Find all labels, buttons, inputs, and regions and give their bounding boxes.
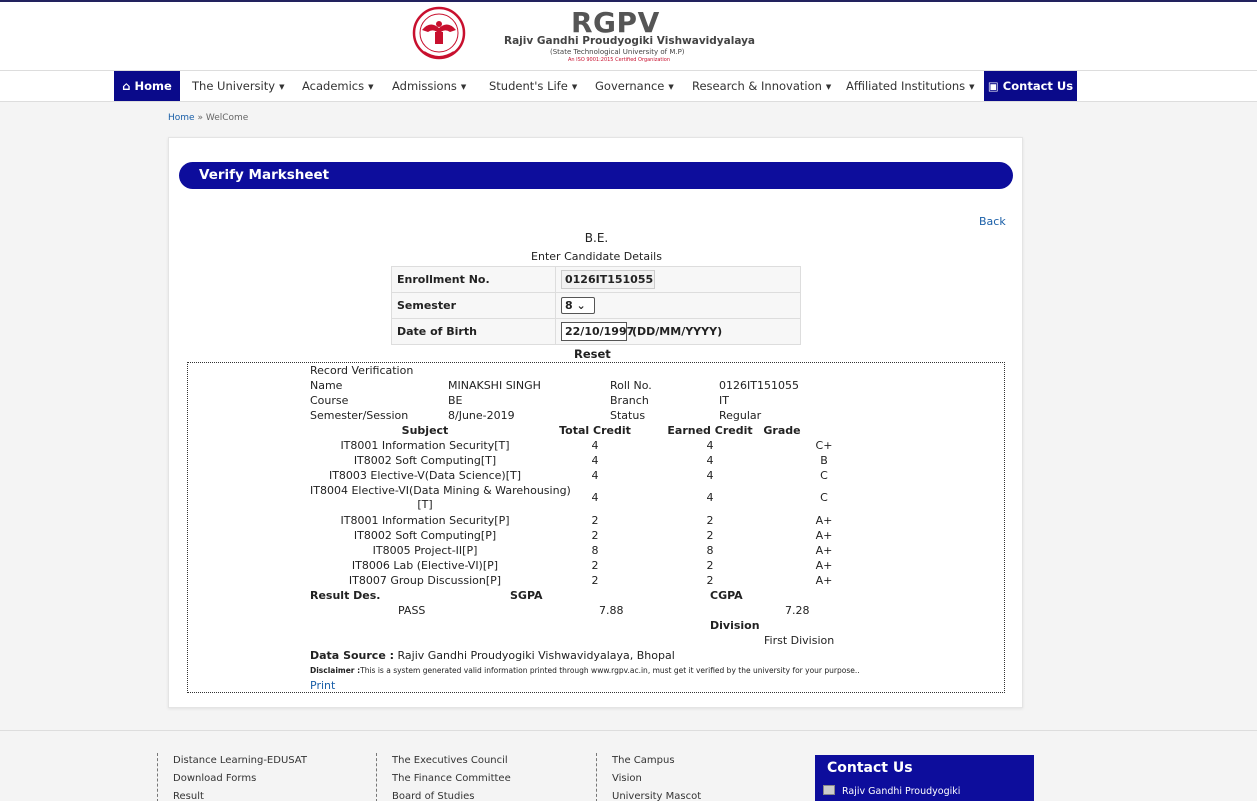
- reset-button[interactable]: Reset: [574, 347, 611, 361]
- subject-name: IT8004 Elective-VI(Data Mining & Warehousing): [310, 484, 571, 497]
- footer-link[interactable]: Distance Learning-EDUSAT: [173, 755, 307, 766]
- cgpa-value: 7.28: [785, 604, 810, 617]
- nav-admissions-label: Admissions: [392, 79, 457, 93]
- footer-column-1: [157, 753, 307, 801]
- subject-total: 4: [591, 469, 599, 482]
- brand-tagline: (State Technological University of M.P): [550, 48, 685, 56]
- brand-subtitle: Rajiv Gandhi Proudyogiki Vishwavidyalaya: [504, 35, 756, 47]
- roll-value: 0126IT151055: [719, 379, 799, 392]
- session-value: 8/June-2019: [448, 409, 515, 422]
- subject-earned: 2: [706, 529, 714, 542]
- footer-contact-title: Contact Us: [827, 760, 913, 776]
- site-footer: [0, 730, 1257, 801]
- main-nav: [0, 70, 1257, 102]
- sgpa-value: 7.88: [599, 604, 624, 617]
- footer-link[interactable]: University Mascot: [612, 791, 702, 801]
- subject-grade: A+: [815, 529, 833, 542]
- record-heading: Record Verification: [310, 364, 414, 377]
- breadcrumb-separator: »: [197, 113, 203, 123]
- enrollment-label: Enrollment No.: [392, 267, 556, 293]
- dob-row: [392, 319, 801, 345]
- caret-down-icon: ▼: [279, 82, 285, 91]
- dob-input[interactable]: 22/10/1997: [561, 322, 627, 341]
- data-source: [310, 649, 675, 662]
- subject-earned: 2: [706, 514, 714, 527]
- nav-academics-label: Academics: [302, 79, 365, 93]
- course-label: Course: [310, 394, 349, 407]
- sgpa-label: SGPA: [510, 589, 543, 602]
- subject-grade: C: [820, 469, 828, 482]
- nav-home[interactable]: [114, 71, 180, 101]
- result-value: PASS: [398, 604, 426, 617]
- nav-governance[interactable]: [595, 71, 674, 101]
- footer-link[interactable]: Board of Studies: [392, 791, 475, 801]
- subject-grade: B: [820, 454, 828, 467]
- caret-down-icon: ▼: [825, 82, 832, 91]
- footer-link[interactable]: Download Forms: [173, 773, 257, 784]
- subject-total: 2: [591, 574, 599, 587]
- subject-name-cont: [T]: [417, 498, 433, 511]
- footer-contact-line: Rajiv Gandhi Proudyogiki: [842, 786, 961, 797]
- data-source-label: Data Source :: [310, 649, 395, 662]
- subject-earned: 8: [706, 544, 714, 557]
- nav-contact-label: Contact Us: [1002, 79, 1074, 93]
- semester-select[interactable]: [561, 297, 595, 314]
- enrollment-cell: [556, 267, 801, 293]
- cgpa-label: CGPA: [710, 589, 743, 602]
- col-total-credit: Total Credit: [559, 424, 631, 437]
- marksheet-card: [168, 137, 1023, 708]
- name-value: MINAKSHI SINGH: [448, 379, 541, 392]
- subject-total: 2: [591, 514, 599, 527]
- dob-hint: (DD/MM/YYYY): [632, 325, 723, 338]
- footer-contact-box: [815, 755, 1034, 801]
- subject-name: IT8005 Project-II[P]: [372, 544, 478, 557]
- result-label: Result Des.: [310, 589, 381, 602]
- subject-earned: 4: [706, 469, 714, 482]
- disclaimer-text: This is a system generated valid information printed through www.rgpv.ac.in, must get it verified by the university for your purpose..: [360, 666, 860, 675]
- division-value: First Division: [764, 634, 835, 647]
- nav-affiliated[interactable]: [846, 71, 975, 101]
- caret-down-icon: ▼: [969, 82, 975, 91]
- nav-university-label: The University: [192, 79, 276, 93]
- building-icon: [823, 785, 835, 795]
- caret-down-icon: ▼: [368, 82, 374, 91]
- semester-cell: [556, 293, 801, 319]
- roll-label: Roll No.: [610, 379, 652, 392]
- col-earned-credit: Earned Credit: [667, 424, 753, 437]
- print-link[interactable]: Print: [310, 679, 336, 692]
- subject-total: 4: [591, 491, 599, 504]
- subject-grade: C+: [815, 439, 833, 452]
- program-label: B.E.: [584, 231, 609, 245]
- branch-label: Branch: [610, 394, 649, 407]
- subject-name: IT8006 Lab (Elective-VI)[P]: [351, 559, 499, 572]
- footer-link[interactable]: Result: [173, 791, 204, 801]
- page-title: Verify Marksheet: [179, 162, 1013, 189]
- disclaimer: [310, 666, 860, 675]
- semester-value: 8: [565, 299, 573, 312]
- nav-affiliated-label: Affiliated Institutions: [846, 79, 966, 93]
- subject-name: IT8007 Group Discussion[P]: [348, 574, 502, 587]
- nav-governance-label: Governance: [595, 79, 665, 93]
- subject-total: 2: [591, 529, 599, 542]
- site-header: [0, 2, 1257, 70]
- footer-link[interactable]: The Campus: [612, 755, 675, 766]
- session-label: Semester/Session: [310, 409, 409, 422]
- enrollment-input[interactable]: 0126IT151055: [561, 270, 655, 289]
- nav-research-label: Research & Innovation: [692, 79, 822, 93]
- record-verification-box: [187, 362, 1005, 693]
- disclaimer-label: Disclaimer :: [310, 666, 361, 675]
- subject-total: 4: [591, 454, 599, 467]
- nav-academics[interactable]: [302, 71, 374, 101]
- subject-name: IT8002 Soft Computing[T]: [353, 454, 497, 467]
- back-link[interactable]: Back: [979, 215, 1006, 228]
- subject-name: IT8001 Information Security[T]: [340, 439, 510, 452]
- home-icon: ⌂: [122, 79, 131, 93]
- nav-home-label: Home: [134, 79, 172, 93]
- breadcrumb: [168, 113, 248, 123]
- semester-label: Semester: [392, 293, 556, 319]
- caret-down-icon: ▼: [668, 82, 674, 91]
- chevron-down-icon: ⌄: [576, 299, 586, 312]
- subject-grade: A+: [815, 514, 833, 527]
- subject-total: 4: [591, 439, 599, 452]
- subject-grade: C: [820, 491, 828, 504]
- branch-value: IT: [719, 394, 729, 407]
- caret-down-icon: ▼: [571, 82, 578, 91]
- candidate-form: [391, 266, 801, 345]
- data-source-value: Rajiv Gandhi Proudyogiki Vishwavidyalaya, Bhopal: [397, 649, 675, 662]
- nav-research[interactable]: [692, 71, 831, 101]
- subject-earned: 2: [706, 574, 714, 587]
- subject-grade: A+: [815, 574, 833, 587]
- subject-earned: 2: [706, 559, 714, 572]
- subject-earned: 4: [706, 454, 714, 467]
- rgpv-logo-icon[interactable]: [412, 6, 466, 64]
- brand-iso: An ISO 9001:2015 Certified Organization: [568, 57, 671, 63]
- enrollment-row: [392, 267, 801, 293]
- subject-name: IT8003 Elective-V(Data Science)[T]: [328, 469, 522, 482]
- footer-link[interactable]: Vision: [612, 773, 642, 784]
- dob-label: Date of Birth: [392, 319, 556, 345]
- status-label: Status: [610, 409, 646, 422]
- footer-link[interactable]: The Finance Committee: [392, 773, 511, 784]
- breadcrumb-home[interactable]: Home: [168, 113, 195, 123]
- subject-total: 2: [591, 559, 599, 572]
- col-subject: Subject: [401, 424, 449, 437]
- brand-title: RGPV: [571, 6, 660, 39]
- caret-down-icon: ▼: [460, 82, 467, 91]
- division-label: Division: [710, 619, 760, 632]
- footer-column-3: [596, 753, 701, 801]
- nav-admissions[interactable]: [392, 71, 466, 101]
- breadcrumb-current: WelCome: [205, 113, 249, 123]
- semester-row: [392, 293, 801, 319]
- footer-column-2: [376, 753, 511, 801]
- dob-cell: [556, 319, 801, 345]
- subject-total: 8: [591, 544, 599, 557]
- subject-grade: A+: [815, 544, 833, 557]
- nav-university[interactable]: [192, 71, 284, 101]
- nav-students-life-label: Student's Life: [489, 79, 568, 93]
- footer-link[interactable]: The Executives Council: [392, 755, 508, 766]
- col-grade: Grade: [763, 424, 801, 437]
- enter-details-label: Enter Candidate Details: [531, 250, 662, 263]
- course-value: BE: [448, 394, 463, 407]
- status-value: Regular: [719, 409, 762, 422]
- subject-name: IT8001 Information Security[P]: [340, 514, 510, 527]
- nav-students-life[interactable]: [489, 71, 577, 101]
- subject-earned: 4: [706, 439, 714, 452]
- subject-grade: A+: [815, 559, 833, 572]
- contact-card-icon: ▣: [987, 79, 999, 93]
- subject-earned: 4: [706, 491, 714, 504]
- nav-contact[interactable]: [984, 71, 1077, 101]
- name-label: Name: [310, 379, 343, 392]
- subject-name: IT8002 Soft Computing[P]: [353, 529, 497, 542]
